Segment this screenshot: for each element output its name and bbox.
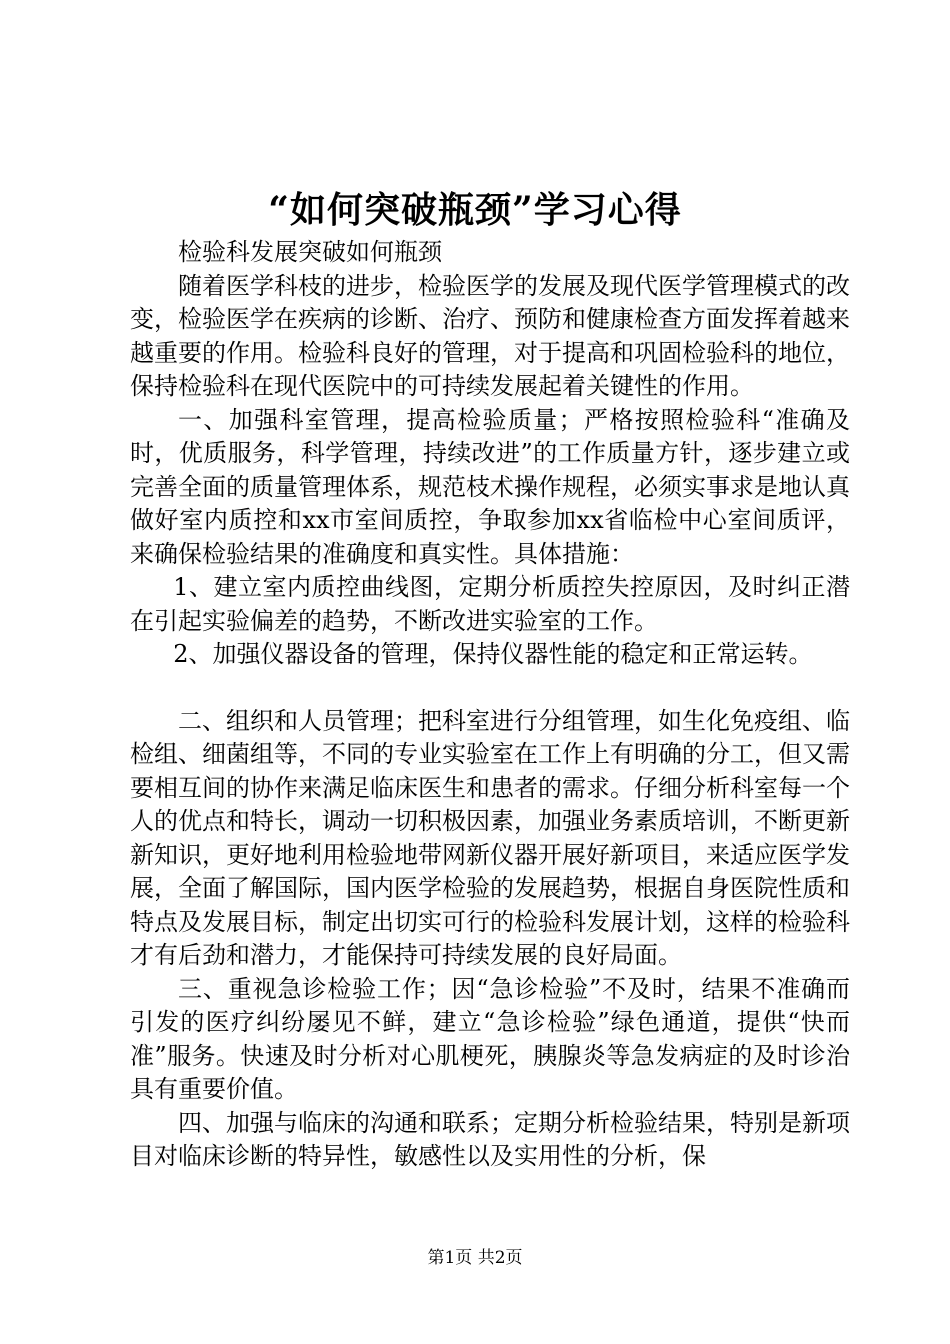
paragraph-section-1: 一、加强科室管理，提高检验质量；严格按照检验科“准确及时，优质服务，科学管理，持续改进”的工作质量方针，逐步建立或完善全面的质量管理体系，规范枝术操作规程，必须实事求是地认真做好室内质控和xx市室间质控，争取参加xx省临检中心室间质评，来确保检验结果的准确度和真实性。具体措施： — [130, 405, 850, 568]
paragraph-section-2: 二、组织和人员管理；把科室进行分组管理，如生化免疫组、临检组、细菌组等，不同的专业实验室在工作上有明确的分工，但又需要相互间的协作来满足临床医生和患者的需求。仔细分析科室每一个人的优点和特长，调动一切积极因素，加强业务素质培训，不断更新新知识，更好地利用检验地带网新仪器开展好新项目，来适应医学发展，全面了解国际，国内医学检验的发展趋势，根据自身医院性质和特点及发展目标，制定出切实可行的检验科发展计划，这样的检验科才有后劲和潜力，才能保持可持续发展的良好局面。 — [130, 706, 850, 969]
document-body — [130, 236, 850, 1174]
paragraph-measure-2: 2、加强仪器设备的管理，保持仪器性能的稳定和正常运转。 — [173, 640, 813, 668]
paragraph-section-4: 四、加强与临床的沟通和联系；定期分析检验结果，特别是新项目对临床诊断的特异性，敏感性以及实用性的分析，保 — [130, 1108, 850, 1170]
page-footer: 第1页 共2页 — [427, 1248, 523, 1268]
document-title: “如何突破瓶颈”学习心得 — [268, 189, 682, 231]
paragraph-subtitle: 检验科发展突破如何瓶颈 — [178, 238, 442, 266]
paragraph-measure-1: 1、建立室内质控曲线图，定期分析质控失控原因，及时纠正潜在引起实验偏差的趋势，不断改进实验室的工作。 — [130, 573, 850, 635]
paragraph-section-3: 三、重视急诊检验工作；因“急诊检验”不及时，结果不准确而引发的医疗纠纷屡见不鲜，建立“急诊检验”绿色通道，提供“快而准”服务。快速及时分析对心肌梗死，胰腺炎等急发病症的及时诊治具有重要价值。 — [130, 974, 850, 1103]
paragraph-intro: 随着医学科枝的进步，检验医学的发展及现代医学管理模式的改变，检验医学在疾病的诊断、治疗、预防和健康检查方面发挥着越来越重要的作用。检验科良好的管理，对于提高和巩固检验科的地位，保持检验科在现代医院中的可持续发展起着关键性的作用。 — [130, 271, 850, 400]
